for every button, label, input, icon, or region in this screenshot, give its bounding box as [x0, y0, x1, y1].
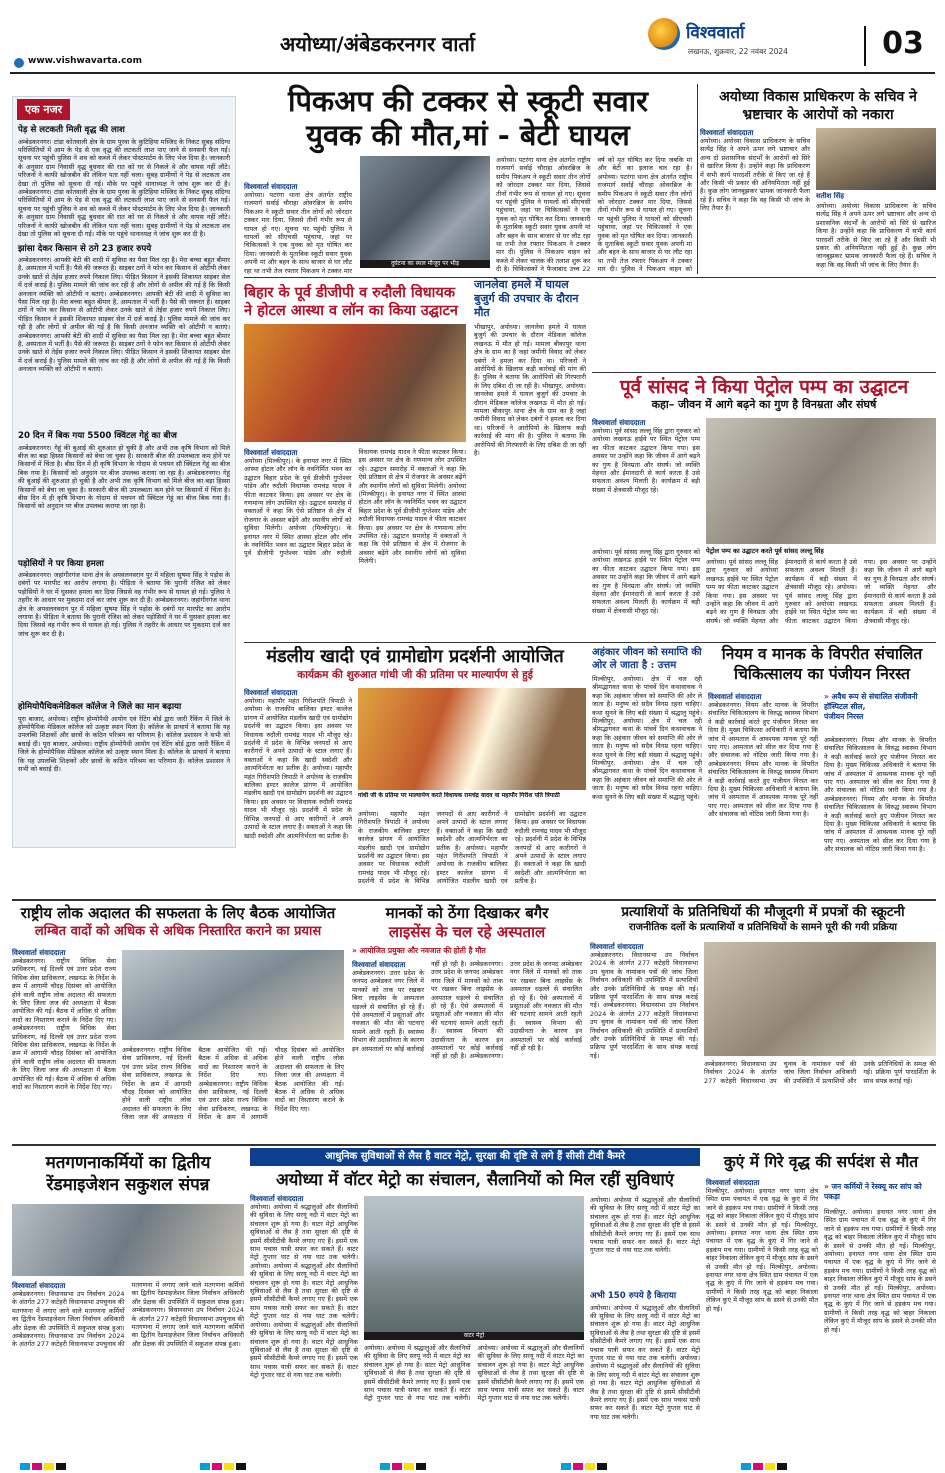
vda-photo — [816, 128, 936, 190]
rule-right-vertical — [697, 84, 698, 274]
petrol-subheadline: कहा– जीवन में आगे बढ़ने का गुण है विनम्रता और संघर्ष — [651, 398, 877, 411]
masthead — [0, 0, 945, 78]
lok-adalat-story: राष्ट्रीय लोक अदालत की सफलता के लिए बैठक आयोजित लम्बित वादों को अधिक से अधिक निस्तारित कराने का प्रयास विश्ववार्ता संवाददाता अम्बेडकरनगर। राष्ट्रीय विधिक सेवा प्राधिकरण, नई दिल्ली एवं उत्तर प्रदेश राज्य विधिक सेवा प्राधिकरण, लखनऊ के निर्देश के क्रम में आगामी चौदह दिसंबर को आयोजित होने वाली राष्ट्रीय लोक अदालत की सफलता के लिए जिला जज की अध्यक्षता में बैठक आयोजित की गई। बैठक में अधिक से अधिक वादों का निस्तारण कराने के निर्देश दिए गए। अम्बेडकरनगर। राष्ट्रीय विधिक सेवा प्राधिकरण, नई दिल्ली एवं उत्तर प्रदेश राज्य विधिक सेवा प्राधिकरण, लखनऊ के निर्देश के क्रम में आगामी चौदह दिसंबर को आयोजित होने वाली राष्ट्रीय लोक अदालत की सफलता के लिए जिला जज की अध्यक्षता में बैठक आयोजित की गई। बैठक में अधिक से अधिक वादों का निस्तारण कराने के निर्देश दिए गए। अम्बेडकरनगर। राष्ट्रीय विधिक सेवा प्राधिकरण, नई दिल्ली एवं उत्तर प्रदेश राज्य विधिक सेवा प्राधिकरण, लखनऊ के निर्देश के क्रम में आगामी चौदह दिसंबर को आयोजित होने वाली राष्ट्रीय लोक अदालत की सफलता के लिए जिला जज की अध्यक्षता में बैठक आयोजित की गई। बैठक में अधिक से अधिक वादों का निस्तारण कराने के निर्देश दिए गए। अम्बेडकरनगर। राष्ट्रीय विधिक सेवा प्राधिकरण, नई दिल्ली एवं उत्तर प्रदेश राज्य विधिक सेवा प्राधिकरण, लखनऊ के निर्देश के क्रम में आगामी चौदह दिसंबर को आयोजित होने वाली राष्ट्रीय लोक अदालत की सफलता के लिए जिला जज की अध्यक्षता में बैठक आयोजित की गई। बैठक में अधिक से अधिक वादों का निस्तारण कराने के निर्देश दिए गए। — [12, 904, 344, 1140]
lead-photo-caption: दुर्घटना का स्थल मौजूद पर भीड़ — [360, 260, 490, 268]
metro-inline-headline: अभी 150 रुपये है किराया — [590, 1291, 677, 1301]
khadi-headline: मंडलीय खादी एवं ग्रामोद्योग प्रदर्शनी आयोजित — [266, 646, 564, 667]
licence-bullet: आयोजित प्रयुक्त और नवजात की होती है मौत — [359, 946, 486, 955]
metro-photo — [364, 1196, 584, 1332]
licence-headline-2: लाइसेंस के चल रहे अस्पताल — [388, 923, 546, 941]
petrol-photo-caption: पेट्रोल पम्प का उद्घाटन करते पूर्व सांसद लल्लू सिंह — [706, 547, 824, 555]
lead-headline-2: युवक की मौत,मां - बेटी घायल — [306, 118, 630, 152]
scrutiny-byline: विश्ववार्ता संवाददाता — [590, 942, 644, 951]
licence-text: विश्ववार्ता संवाददाता अम्बेडकरनगर। उत्तर प्रदेश के जनपद अम्बेडकर नगर जिले में मानकों को ताक पर रखकर बिना लाइसेंस के अस्पताल धड़ल्ले से संचालित हो रहे हैं। ऐसे अस्पतालों में प्रसूताओं और नवजात की मौत की घटनाएं सामने आती रहती हैं। स्वास्थ्य विभाग की उदासीनता के कारण इन अस्पतालों पर कोई कार्रवाई नहीं हो रही है। अम्बेडकरनगर। उत्तर प्रदेश के जनपद अम्बेडकर नगर जिले में मानकों को ताक पर रखकर बिना लाइसेंस के अस्पताल धड़ल्ले से संचालित हो रहे हैं। ऐसे अस्पतालों में प्रसूताओं और नवजात की मौत की घटनाएं सामने आती रहती हैं। स्वास्थ्य विभाग की उदासीनता के कारण इन अस्पतालों पर कोई कार्रवाई नहीं हो रही है। अम्बेडकरनगर। उत्तर प्रदेश के जनपद अम्बेडकर नगर जिले में मानकों को ताक पर रखकर बिना लाइसेंस के अस्पताल धड़ल्ले से संचालित हो रहे हैं। ऐसे अस्पतालों में प्रसूताओं और नवजात की मौत की घटनाएं सामने आती रहती हैं। स्वास्थ्य विभाग की उदासीनता के कारण इन अस्पतालों पर कोई कार्रवाई नहीं हो रही है। — [352, 960, 582, 1061]
khadi-byline: विश्ववार्ता संवाददाता — [244, 688, 298, 697]
vda-photo-caption: सतीश सिंह — [816, 192, 844, 200]
vda-story: अयोध्या विकास प्राधिकरण के सचिव ने भ्रष्टाचार के आरोपों को नकारा विश्ववार्ता संवाददाता अयोध्या। अयोध्या विकास प्राधिकरण के सचिव सत्येंद्र सिंह ने अपने ऊपर लगे भ्रष्टाचार और अन्य दो प्रशासनिक संदर्भों के आरोपों को सिरे से खारिज किया है। उन्होंने कहा कि प्राधिकरण में सभी कार्य पारदर्शी तरीके से किए जा रहे हैं और किसी भी प्रकार की अनियमितता नहीं हुई है। कुछ लोग जानबूझकर भ्रामक जानकारी फैला रहे हैं। सचिव ने कहा कि वह किसी भी जांच के लिए तैयार हैं। सतीश सिंह अयोध्या। अयोध्या विकास प्राधिकरण के सचिव सत्येंद्र सिंह ने अपने ऊपर लगे भ्रष्टाचार और अन्य दो प्रशासनिक संदर्भों के आरोपों को सिरे से खारिज किया है। उन्होंने कहा कि प्राधिकरण में सभी कार्य पारदर्शी तरीके से किए जा रहे हैं और किसी भी प्रकार की अनियमितता नहीं हुई है। कुछ लोग जानबूझकर भ्रामक जानकारी फैला रहे हैं। सचिव ने कहा कि वह किसी भी जांच के लिए तैयार हैं। — [700, 88, 936, 274]
niyam-text-right: अम्बेडकरनगर। नियम और मानक के विपरीत संचालित चिकित्सालय के विरुद्ध स्वास्थ्य विभाग ने कड़ी कार्रवाई करते हुए पंजीयन निरस्त कर दिया है। मुख्य चिकित्सा अधिकारी ने बताया कि जांच में अस्पताल में आवश्यक मानक पूरे नहीं पाए गए। अस्पताल को सील कर दिया गया है और संचालक को नोटिस जारी किया गया है। अम्बेडकरनगर। नियम और मानक के विपरीत संचालित चिकित्सालय के विरुद्ध स्वास्थ्य विभाग ने कड़ी कार्रवाई करते हुए पंजीयन निरस्त कर दिया है। मुख्य चिकित्सा अधिकारी ने बताया कि जांच में अस्पताल में आवश्यक मानक पूरे नहीं पाए गए। अस्पताल को सील कर दिया गया है और संचालक को नोटिस जारी किया गया है। — [824, 736, 936, 854]
ek-nazar-label: एक नजर — [17, 99, 70, 120]
reg-black — [56, 1463, 66, 1470]
nazar-text-5: पूरा बाजार, अयोध्या। राष्ट्रीय होम्योपैथी आयोग एवं रेटिंग बोर्ड द्वारा जारी रैंकिंग में जिले के होम्योपैथिक मेडिकल कॉलेज को उत्कृष्ट स्थान मिला है। कॉलेज के प्राचार्य ने बताया कि यह उपलब्धि शिक्षकों और छात्रों के कठिन परिश्रम का परिणाम है। कॉलेज प्रशासन ने सभी को बधाई दी। पूरा बाजार, अयोध्या। राष्ट्रीय होम्योपैथी आयोग एवं रेटिंग बोर्ड द्वारा जारी रैंकिंग में जिले के होम्योपैथिक मेडिकल कॉलेज को उत्कृष्ट स्थान मिला है। कॉलेज के प्राचार्य ने बताया कि यह उपलब्धि शिक्षकों और छात्रों के कठिन परिश्रम का परिणाम है। कॉलेज प्रशासन ने सभी को बधाई दी। — [18, 714, 230, 773]
ahankar-text: मिल्कीपुर, अयोध्या। क्षेत्र में चल रही श्रीमद्भागवत कथा के पांचवें दिन कथावाचक ने कहा कि अहंकार जीवन को समाप्ति की ओर ले जाता है। मनुष्य को सदैव विनम्र रहना चाहिए। कथा सुनने के लिए बड़ी संख्या में श्रद्धालु पहुंचे। मिल्कीपुर, अयोध्या। क्षेत्र में चल रही श्रीमद्भागवत कथा के पांचवें दिन कथावाचक ने कहा कि अहंकार जीवन को समाप्ति की ओर ले जाता है। मनुष्य को सदैव विनम्र रहना चाहिए। कथा सुनने के लिए बड़ी संख्या में श्रद्धालु पहुंचे। मिल्कीपुर, अयोध्या। क्षेत्र में चल रही श्रीमद्भागवत कथा के पांचवें दिन कथावाचक ने कहा कि अहंकार जीवन को समाप्ति की ओर ले जाता है। मनुष्य को सदैव विनम्र रहना चाहिए। कथा सुनने के लिए बड़ी संख्या में श्रद्धालु पहुंचे। — [592, 675, 702, 801]
nazar-headline-5: होमियोपैथिकमेडिकल कॉलेज ने जिले का मान बढ़ाया — [18, 702, 182, 712]
lok-headline-2: लम्बित वादों को अधिक से अधिक निस्तारित कराने का प्रयास — [34, 924, 322, 939]
ahankar-story — [592, 646, 702, 896]
masthead-rule — [10, 72, 935, 74]
lok-headline-1: राष्ट्रीय लोक अदालत की सफलता के लिए बैठक आयोजित — [20, 904, 336, 922]
dgp-photo — [244, 324, 466, 442]
licence-story — [352, 904, 582, 1140]
vda-headline: अयोध्या विकास प्राधिकरण के सचिव ने भ्रष्टाचार के आरोपों को नकारा — [719, 89, 917, 123]
nazar-headline-4: पड़ोसियों ने पर किया हमला — [18, 558, 104, 569]
dgp-headline: बिहार के पूर्व डीजीपी व रुदौली विधायक ने होटल आस्था व लॉन का किया उद्घाटन — [244, 284, 458, 319]
matgana-text: विश्ववार्ता संवाददाता अम्बेडकरनगर। विधानसभा उप निर्वाचन 2024 के अंतर्गत 277 कटेहरी विधानसभा उपचुनाव की मतगणना में लगाए जाने वाले मतगणना कर्मियों का द्वितीय रेंडमाइजेशन जिला निर्वाचन अधिकारी और प्रेक्षक की उपस्थिति में सकुशल संपन्न हुआ। अम्बेडकरनगर। विधानसभा उप निर्वाचन 2024 के अंतर्गत 277 कटेहरी विधानसभा उपचुनाव की मतगणना में लगाए जाने वाले मतगणना कर्मियों का द्वितीय रेंडमाइजेशन जिला निर्वाचन अधिकारी और प्रेक्षक की उपस्थिति में सकुशल संपन्न हुआ। अम्बेडकरनगर। विधानसभा उप निर्वाचन 2024 के अंतर्गत 277 कटेहरी विधानसभा उपचुनाव की मतगणना में लगाए जाने वाले मतगणना कर्मियों का द्वितीय रेंडमाइजेशन जिला निर्वाचन अधिकारी और प्रेक्षक की उपस्थिति में सकुशल संपन्न हुआ। — [12, 1281, 244, 1349]
www-icon — [14, 58, 24, 68]
scrutiny-photo — [704, 942, 936, 1056]
nazar-text-4: अम्बेडकरनगर। जहांगीरगंज थाना क्षेत्र के अयवलनवरान पुर में महिला सुषमा सिंह ने पड़ोस के दबंगों पर मारपीट का आरोप लगाया है। पीड़िता ने बताया कि पुरानी रंजिश को लेकर पड़ोसियों ने घर में घुसकर हमला कर दिया जिससे वह गंभीर रूप से घायल हो गई। पुलिस ने तहरीर के आधार पर मुकदमा दर्ज कर जांच शुरू कर दी है। अम्बेडकरनगर। जहांगीरगंज थाना क्षेत्र के अयवलनवरान पुर में महिला सुषमा सिंह ने पड़ोस के दबंगों पर मारपीट का आरोप लगाया है। पीड़िता ने बताया कि पुरानी रंजिश को लेकर पड़ोसियों ने घर में घुसकर हमला कर दिया जिससे वह गंभीर रूप से घायल हो गई। पुलिस ने तहरीर के आधार पर मुकदमा दर्ज कर जांच शुरू कर दी है। — [18, 571, 230, 638]
kuan-headline: कुएं में गिरे वृद्ध की सर्पदंश से मौत — [723, 1152, 919, 1171]
licence-headline-1: मानकों को ठेंगा दिखाकर बगैर — [385, 904, 549, 922]
rule-mid-3 — [12, 1144, 936, 1146]
globe-logo-icon — [648, 18, 680, 50]
buzurg-text: भीखापुर, अयोध्या। जानलेवा हमले में घायल बुजुर्ग की उपचार के दौरान मेडिकल कॉलेज लखनऊ में मौत हो गई। मामला बीकापुर थाना क्षेत्र के ग्राम का है जहां जमीनी विवाद को लेकर दबंगों ने हमला कर दिया था। परिजनों ने आरोपियों के खिलाफ कड़ी कार्रवाई की मांग की है। पुलिस ने बताया कि आरोपियों की गिरफ्तारी के लिए दबिश दी जा रही है। भीखापुर, अयोध्या। जानलेवा हमले में घायल बुजुर्ग की उपचार के दौरान मेडिकल कॉलेज लखनऊ में मौत हो गई। मामला बीकापुर थाना क्षेत्र के ग्राम का है जहां जमीनी विवाद को लेकर दबंगों ने हमला कर दिया था। परिजनों ने आरोपियों के खिलाफ कड़ी कार्रवाई की मांग की है। पुलिस ने बताया कि आरोपियों की गिरफ्तारी के लिए दबिश दी जा रही है। — [474, 323, 586, 458]
nazar-headline-1: पेड़ से लटकती मिली वृद्ध की लाश — [18, 125, 125, 135]
scrutiny-subheadline: राजनीतिक दलों के प्रत्याशियों व प्रतिनिधियों के सामने पूरी की गयी प्रक्रिया — [629, 922, 897, 933]
reg-magenta — [32, 1463, 42, 1470]
licence-bullet-icon: » — [352, 946, 357, 955]
nazar-text-2: अम्बेडकरनगर। आपकी बेटी की शादी में सुविधा का पैसा मिल रहा है। मेरा बच्चा बहुत बीमार है, अस्पताल में भर्ती है। पैसे की जरूरत है। साइबर ठगों ने फोन कर किसान से ओटीपी लेकर उनके खाते से तेईस हजार रुपये निकाल लिए। पीड़ित किसान ने इसकी शिकायत साइबर सेल में दर्ज कराई है। पुलिस मामले की जांच कर रही है और लोगों से अपील की गई है कि किसी अनजान व्यक्ति को ओटीपी न बताएं। अम्बेडकरनगर। आपकी बेटी की शादी में सुविधा का पैसा मिल रहा है। मेरा बच्चा बहुत बीमार है, अस्पताल में भर्ती है। पैसे की जरूरत है। साइबर ठगों ने फोन कर किसान से ओटीपी लेकर उनके खाते से तेईस हजार रुपये निकाल लिए। पीड़ित किसान ने इसकी शिकायत साइबर सेल में दर्ज कराई है। पुलिस मामले की जांच कर रही है और लोगों से अपील की गई है कि किसी अनजान व्यक्ति को ओटीपी न बताएं। अम्बेडकरनगर। आपकी बेटी की शादी में सुविधा का पैसा मिल रहा है। मेरा बच्चा बहुत बीमार है, अस्पताल में भर्ती है। पैसे की जरूरत है। साइबर ठगों ने फोन कर किसान से ओटीपी लेकर उनके खाते से तेईस हजार रुपये निकाल लिए। पीड़ित किसान ने इसकी शिकायत साइबर सेल में दर्ज कराई है। पुलिस मामले की जांच कर रही है और लोगों से अपील की गई है कि किसी अनजान व्यक्ति को ओटीपी न बताएं। — [18, 256, 230, 374]
niyam-headline: नियम व मानक के विपरीत संचालित चिकित्सालय का पंजीयन निरस्त — [721, 644, 923, 683]
ek-nazar-box — [12, 96, 236, 848]
metro-kicker: आधुनिक सुविधाओं से लैस है वाटर मेट्रो, सुरक्षा की दृष्टि से लगे हैं सीसी टीवी कैमरे — [250, 1148, 700, 1166]
scrutiny-headline: प्रत्याशियों के प्रतिनिधियों की मौजूदगी में प्रपत्रों की स्क्रूटनी — [621, 904, 905, 920]
khadi-photo-caption: गांधी जी के प्रतिमा पर माल्यार्पण करते विधायक रामचंद्र यादव वा महापौर गिरीश पति त्रिपाठी — [358, 792, 560, 799]
khadi-story: मंडलीय खादी एवं ग्रामोद्योग प्रदर्शनी आयोजित कार्यक्रम की शुरुआत गांधी जी की प्रतिमा पर माल्यार्पण से हुई विश्ववार्ता संवाददाता अयोध्या। महापौर महंत गिरीशपति त्रिपाठी ने अयोध्या के राजकीय बालिका इण्टर कालेज प्रांगण में आयोजित मंडलीय खादी एवं ग्रामोद्योग प्रदर्शनी का उद्घाटन किया। इस अवसर पर विधायक रुदौली रामचंद्र यादव भी मौजूद रहे। प्रदर्शनी में प्रदेश के विभिन्न जनपदों से आए कारीगरों ने अपने उत्पादों के स्टाल लगाए हैं। वक्ताओं ने कहा कि खादी स्वदेशी और आत्मनिर्भरता का प्रतीक है। अयोध्या। महापौर महंत गिरीशपति त्रिपाठी ने अयोध्या के राजकीय बालिका इण्टर कालेज प्रांगण में आयोजित मंडलीय खादी एवं ग्रामोद्योग प्रदर्शनी का उद्घाटन किया। इस अवसर पर विधायक रुदौली रामचंद्र यादव भी मौजूद रहे। प्रदर्शनी में प्रदेश के विभिन्न जनपदों से आए कारीगरों ने अपने उत्पादों के स्टाल लगाए हैं। वक्ताओं ने कहा कि खादी स्वदेशी और आत्मनिर्भरता का प्रतीक है। गांधी जी के प्रतिमा पर माल्यार्पण करते विधायक रामचंद्र यादव वा महापौर गिरीश पति त्रिपाठी अयोध्या। महापौर महंत गिरीशपति त्रिपाठी ने अयोध्या के राजकीय बालिका इण्टर कालेज प्रांगण में आयोजित मंडलीय खादी एवं ग्रामोद्योग प्रदर्शनी का उद्घाटन किया। इस अवसर पर विधायक रुदौली रामचंद्र यादव भी मौजूद रहे। प्रदर्शनी में प्रदेश के विभिन्न जनपदों से आए कारीगरों ने अपने उत्पादों के स्टाल लगाए हैं। वक्ताओं ने कहा कि खादी स्वदेशी और आत्मनिर्भरता का प्रतीक है। अयोध्या। महापौर महंत गिरीशपति त्रिपाठी ने अयोध्या के राजकीय बालिका इण्टर कालेज प्रांगण में आयोजित मंडलीय खादी एवं ग्रामोद्योग प्रदर्शनी का उद्घाटन किया। इस अवसर पर विधायक रुदौली रामचंद्र यादव भी मौजूद रहे। प्रदर्शनी में प्रदेश के विभिन्न जनपदों से आए कारीगरों ने अपने उत्पादों के स्टाल लगाए हैं। वक्ताओं ने कहा कि खादी स्वदेशी और आत्मनिर्भरता का प्रतीक है। — [244, 646, 586, 896]
rule-petrol-top — [592, 372, 936, 373]
niyam-bullet-icon: » — [824, 692, 829, 701]
khadi-photo — [358, 688, 586, 790]
rule-lead-bottom — [244, 277, 936, 278]
petrol-text-bottom: अयोध्या। पूर्व सांसद लल्लू सिंह द्वारा गुरुवार को अयोध्या लखनऊ हाईवे पर स्थित पेट्रोल पम्प का फीता काटकर उद्घाटन किया गया। इस अवसर पर उन्होंने कहा कि जीवन में आगे बढ़ने का गुण है विनम्रता और संघर्ष। जो व्यक्ति मेहनत और ईमानदारी से कार्य करता है उसे सफलता अवश्य मिलती है। कार्यक्रम में बड़ी संख्या में क्षेत्रवासी मौजूद रहे। अयोध्या। पूर्व सांसद लल्लू सिंह द्वारा गुरुवार को अयोध्या लखनऊ हाईवे पर स्थित पेट्रोल पम्प का फीता काटकर उद्घाटन किया गया। इस अवसर पर उन्होंने कहा कि जीवन में आगे बढ़ने का गुण है विनम्रता और संघर्ष। जो व्यक्ति मेहनत और ईमानदारी से कार्य करता है उसे सफलता अवश्य मिलती है। कार्यक्रम में बड़ी संख्या में क्षेत्रवासी मौजूद रहे। — [706, 558, 936, 625]
lead-byline: विश्ववार्ता संवाददाता — [244, 182, 298, 191]
buzurg-headline: जानलेवा हमले में घायल बुजुर्ग की उपचार के दौरान मौत — [474, 278, 579, 319]
kuan-bullet-icon: » — [824, 1182, 829, 1191]
page-number-divider — [864, 26, 866, 66]
reg-yellow — [44, 1463, 54, 1470]
page-number: 03 — [882, 28, 924, 60]
ahankar-headline: अहंकार जीवन को समाप्ति की ओर ले जाता है : उत्तम — [592, 647, 702, 671]
lok-byline: विश्ववार्ता संवाददाता — [12, 948, 66, 957]
metro-story: आधुनिक सुविधाओं से लैस है वाटर मेट्रो, सुरक्षा की दृष्टि से लगे हैं सीसी टीवी कैमरे अयोध्या में वॉटर मेट्रो का संचालन, सैलानियों को मिल रहीं सुविधाएं विश्ववार्ता संवाददाता अयोध्या। अयोध्या में श्रद्धालुओं और सैलानियों की सुविधा के लिए सरयू नदी में वाटर मेट्रो का संचालन शुरू हो गया है। वाटर मेट्रो आधुनिक सुविधाओं से लैस है तथा सुरक्षा की दृष्टि से इसमें सीसीटीवी कैमरे लगाए गए हैं। इसमें एक साथ पचास यात्री सफर कर सकते हैं। वाटर मेट्रो गुप्तार घाट से नया घाट तक चलेगी। अयोध्या। अयोध्या में श्रद्धालुओं और सैलानियों की सुविधा के लिए सरयू नदी में वाटर मेट्रो का संचालन शुरू हो गया है। वाटर मेट्रो आधुनिक सुविधाओं से लैस है तथा सुरक्षा की दृष्टि से इसमें सीसीटीवी कैमरे लगाए गए हैं। इसमें एक साथ पचास यात्री सफर कर सकते हैं। वाटर मेट्रो गुप्तार घाट से नया घाट तक चलेगी। अयोध्या। अयोध्या में श्रद्धालुओं और सैलानियों की सुविधा के लिए सरयू नदी में वाटर मेट्रो का संचालन शुरू हो गया है। वाटर मेट्रो आधुनिक सुविधाओं से लैस है तथा सुरक्षा की दृष्टि से इसमें सीसीटीवी कैमरे लगाए गए हैं। इसमें एक साथ पचास यात्री सफर कर सकते हैं। वाटर मेट्रो गुप्तार घाट से नया घाट तक चलेगी। वाटर मेट्रो अयोध्या। अयोध्या में श्रद्धालुओं और सैलानियों की सुविधा के लिए सरयू नदी में वाटर मेट्रो का संचालन शुरू हो गया है। वाटर मेट्रो आधुनिक सुविधाओं से लैस है तथा सुरक्षा की दृष्टि से इसमें सीसीटीवी कैमरे लगाए गए हैं। इसमें एक साथ पचास यात्री सफर कर सकते हैं। वाटर मेट्रो गुप्तार घाट से नया घाट तक चलेगी। अयोध्या। अयोध्या में श्रद्धालुओं और सैलानियों की सुविधा के लिए सरयू नदी में वाटर मेट्रो का संचालन शुरू हो गया है। वाटर मेट्रो आधुनिक सुविधाओं से लैस है तथा सुरक्षा की दृष्टि से इसमें सीसीटीवी कैमरे लगाए गए हैं। इसमें एक साथ पचास यात्री सफर कर सकते हैं। वाटर मेट्रो गुप्तार घाट से नया घाट तक चलेगी। अयोध्या। अयोध्या में श्रद्धालुओं और सैलानियों की सुविधा के लिए सरयू नदी में वाटर मेट्रो का संचालन शुरू हो गया है। वाटर मेट्रो आधुनिक सुविधाओं से लैस है तथा सुरक्षा की दृष्टि से इसमें सीसीटीवी कैमरे लगाए गए हैं। इसमें एक साथ पचास यात्री सफर कर सकते हैं। वाटर मेट्रो गुप्तार घाट से नया घाट तक चलेगी। अभी 150 रुपये है किराया अयोध्या। अयोध्या में श्रद्धालुओं और सैलानियों की सुविधा के लिए सरयू नदी में वाटर मेट्रो का संचालन शुरू हो गया है। वाटर मेट्रो आधुनिक सुविधाओं से लैस है तथा सुरक्षा की दृष्टि से इसमें सीसीटीवी कैमरे लगाए गए हैं। इसमें एक साथ पचास यात्री सफर कर सकते हैं। वाटर मेट्रो गुप्तार घाट से नया घाट तक चलेगी। अयोध्या। अयोध्या में श्रद्धालुओं और सैलानियों की सुविधा के लिए सरयू नदी में वाटर मेट्रो का संचालन शुरू हो गया है। वाटर मेट्रो आधुनिक सुविधाओं से लैस है तथा सुरक्षा की दृष्टि से इसमें सीसीटीवी कैमरे लगाए गए हैं। इसमें एक साथ पचास यात्री सफर कर सकते हैं। वाटर मेट्रो गुप्तार घाट से नया घाट तक चलेगी। — [250, 1148, 700, 1456]
niyam-bullet-2: पंजीयन निरस्त — [824, 712, 864, 721]
matgana-headline-2: रेंडमाइजेशन सकुशल संपन्न — [46, 1175, 210, 1195]
matgana-photo — [12, 1204, 244, 1276]
khadi-subheadline: कार्यक्रम की शुरुआत गांधी जी की प्रतिमा पर माल्यार्पण से हुई — [297, 669, 533, 681]
lead-text-left: विश्ववार्ता संवाददाता अयोध्या। पटरंगा थाना क्षेत्र अंतर्गत राष्ट्रीय राजमार्ग सर्वाई चौराहा ओवरब्रिज के समीप पिकअप ने स्कूटी सवार तीन लोगों को जोरदार टक्कर मार दिया, जिससे तीनों गंभीर रूप से घायल हो गए। सूचना पर पहुंची पुलिस ने घायलों को सीएचसी पहुंचाया, जहां पर चिकित्सकों ने एक युवक को मृत घोषित कर दिया। जानकारी के मुताबिक स्कूटी सवार युवक अपनी मां और बहन के साथ बाजार से घर लौट रहा था तभी तेज रफ्तार पिकअप ने टक्कर मार — [244, 182, 352, 274]
matgana-story — [12, 1152, 244, 1452]
lead-text-right: अयोध्या। पटरंगा थाना क्षेत्र अंतर्गत राष्ट्रीय राजमार्ग सर्वाई चौराहा ओवरब्रिज के समीप पिकअप ने स्कूटी सवार तीन लोगों को जोरदार टक्कर मार दिया, जिससे तीनों गंभीर रूप से घायल हो गए। सूचना पर पहुंची पुलिस ने घायलों को सीएचसी पहुंचाया, जहां पर चिकित्सकों ने एक युवक को मृत घोषित कर दिया। जानकारी के मुताबिक स्कूटी सवार युवक अपनी मां और बहन के साथ बाजार से घर लौट रहा था तभी तेज रफ्तार पिकअप ने टक्कर मार दी। पुलिस ने पिकअप वाहन को कब्जे में लेकर चालक की तलाश शुरू कर दी है। चिकित्सकों ने फैजाबाद उच्च 22 वर्ष को मृत घोषित कर दिया जबकि मां और बेटी का इलाज चल रहा है। अयोध्या। पटरंगा थाना क्षेत्र अंतर्गत राष्ट्रीय राजमार्ग सर्वाई चौराहा ओवरब्रिज के समीप पिकअप ने स्कूटी सवार तीन लोगों को जोरदार टक्कर मार दिया, जिससे तीनों गंभीर रूप से घायल हो गए। सूचना पर पहुंची पुलिस ने घायलों को सीएचसी पहुंचाया, जहां पर चिकित्सकों ने एक युवक को मृत घोषित कर दिया। जानकारी के मुताबिक स्कूटी सवार युवक अपनी मां और बहन के साथ बाजार से घर लौट रहा था तभी तेज रफ्तार पिकअप ने टक्कर मार दी। पुलिस ने पिकअप वाहन को — [496, 156, 692, 274]
lok-text-bottom: अम्बेडकरनगर। राष्ट्रीय विधिक सेवा प्राधिकरण, नई दिल्ली एवं उत्तर प्रदेश राज्य विधिक सेवा प्राधिकरण, लखनऊ के निर्देश के क्रम में आगामी चौदह दिसंबर को आयोजित होने वाली राष्ट्रीय लोक अदालत की सफलता के लिए जिला जज की अध्यक्षता में बैठक आयोजित की गई। बैठक में अधिक से अधिक वादों का निस्तारण कराने के निर्देश दिए गए। अम्बेडकरनगर। राष्ट्रीय विधिक सेवा प्राधिकरण, नई दिल्ली एवं उत्तर प्रदेश राज्य विधिक सेवा प्राधिकरण, लखनऊ के निर्देश के क्रम में आगामी चौदह दिसंबर को आयोजित होने वाली राष्ट्रीय लोक अदालत की सफलता के लिए जिला जज की अध्यक्षता में बैठक आयोजित की गई। बैठक में अधिक से अधिक वादों का निस्तारण कराने के निर्देश दिए गए। — [122, 1046, 344, 1122]
lead-photo — [360, 156, 490, 260]
lead-headline-1: पिकअप की टक्कर से स्कूटी सवार — [287, 84, 649, 118]
petrol-story: पूर्व सांसद ने किया पेट्रोल पम्प का उद्घाटन कहा– जीवन में आगे बढ़ने का गुण है विनम्रता और संघर्ष विश्ववार्ता संवाददाता अयोध्या। पूर्व सांसद लल्लू सिंह द्वारा गुरुवार को अयोध्या लखनऊ हाईवे पर स्थित पेट्रोल पम्प का फीता काटकर उद्घाटन किया गया। इस अवसर पर उन्होंने कहा कि जीवन में आगे बढ़ने का गुण है विनम्रता और संघर्ष। जो व्यक्ति मेहनत और ईमानदारी से कार्य करता है उसे सफलता अवश्य मिलती है। कार्यक्रम में बड़ी संख्या में क्षेत्रवासी मौजूद रहे। पेट्रोल पम्प का उद्घाटन करते पूर्व सांसद लल्लू सिंह अयोध्या। पूर्व सांसद लल्लू सिंह द्वारा गुरुवार को अयोध्या लखनऊ हाईवे पर स्थित पेट्रोल पम्प का फीता काटकर उद्घाटन किया गया। इस अवसर पर उन्होंने कहा कि जीवन में आगे बढ़ने का गुण है विनम्रता और संघर्ष। जो व्यक्ति मेहनत और ईमानदारी से कार्य करता है उसे सफलता अवश्य मिलती है। कार्यक्रम में बड़ी संख्या में क्षेत्रवासी मौजूद रहे। अयोध्या। पूर्व सांसद लल्लू सिंह द्वारा गुरुवार को अयोध्या लखनऊ हाईवे पर स्थित पेट्रोल पम्प का फीता काटकर उद्घाटन किया गया। इस अवसर पर उन्होंने कहा कि जीवन में आगे बढ़ने का गुण है विनम्रता और संघर्ष। जो व्यक्ति मेहनत और ईमानदारी से कार्य करता है उसे सफलता अवश्य मिलती है। कार्यक्रम में बड़ी संख्या में क्षेत्रवासी मौजूद रहे। अयोध्या। पूर्व सांसद लल्लू सिंह द्वारा गुरुवार को अयोध्या लखनऊ हाईवे पर स्थित पेट्रोल पम्प का फीता काटकर उद्घाटन किया गया। इस अवसर पर उन्होंने कहा कि जीवन में आगे बढ़ने का गुण है विनम्रता और संघर्ष। जो व्यक्ति मेहनत और ईमानदारी से कार्य करता है उसे सफलता अवश्य मिलती है। कार्यक्रम में बड़ी संख्या में क्षेत्रवासी मौजूद रहे। — [592, 376, 936, 640]
nazar-text-3: अम्बेडकरनगर। गेहूं की बुआई की शुरुआत हो चुकी है और अभी तक कृषि विभाग को मिले बीज का बड़ा हिस्सा किसानों को बेचा जा चुका है। सरकारी बीज की उपलब्धता कम होने पर किसानों में चिंता है। बीस दिन में ही कृषि विभाग के गोदाम से पचपन सौ क्विंटल गेहूं का बीज बिक गया है। किसानों को अनुदान पर बीज उपलब्ध कराया जा रहा है। अम्बेडकरनगर। गेहूं की बुआई की शुरुआत हो चुकी है और अभी तक कृषि विभाग को मिले बीज का बड़ा हिस्सा किसानों को बेचा जा चुका है। सरकारी बीज की उपलब्धता कम होने पर किसानों में चिंता है। बीस दिन में ही कृषि विभाग के गोदाम से पचपन सौ क्विंटल गेहूं का बीज बिक गया है। किसानों को अनुदान पर बीज उपलब्ध कराया जा रहा है। — [18, 443, 230, 511]
nazar-headline-3: 20 दिन में बिक गया 5500 क्विंटल गेहूं का बीज — [18, 431, 177, 441]
lok-photo — [122, 950, 344, 1040]
vda-text-right: अयोध्या। अयोध्या विकास प्राधिकरण के सचिव सत्येंद्र सिंह ने अपने ऊपर लगे भ्रष्टाचार और अन्य दो प्रशासनिक संदर्भों के आरोपों को सिरे से खारिज किया है। उन्होंने कहा कि प्राधिकरण में सभी कार्य पारदर्शी तरीके से किए जा रहे हैं और किसी भी प्रकार की अनियमितता नहीं हुई है। कुछ लोग जानबूझकर भ्रामक जानकारी फैला रहे हैं। सचिव ने कहा कि वह किसी भी जांच के लिए तैयार हैं। — [816, 202, 936, 269]
nazar-text-1: अम्बेडकरनगर। टांडा कोतवाली क्षेत्र के ग्राम पुरवा के कुटिहिया मस्जिद के निकट सुबह संदिग्ध परिस्थितियों में आम के पेड़ से एक वृद्ध की लटकती लाश पाए जाने से सनसनी फैल गई। सूचना पर पहुंची पुलिस ने शव को कब्जे में लेकर पोस्टमार्टम के लिए भेज दिया है। जानकारी के अनुसार ग्राम निवासी वृद्ध बुधवार की रात को घर से निकले थे और वापस नहीं लौटे। परिजनों ने काफी खोजबीन की लेकिन पता नहीं चला। सुबह ग्रामीणों ने पेड़ से लटकता शव देखा तो पुलिस को सूचना दी गई। मौके पर पहुंचे थानाध्यक्ष ने जांच शुरू कर दी है। अम्बेडकरनगर। टांडा कोतवाली क्षेत्र के ग्राम पुरवा के कुटिहिया मस्जिद के निकट सुबह संदिग्ध परिस्थितियों में आम के पेड़ से एक वृद्ध की लटकती लाश पाए जाने से सनसनी फैल गई। सूचना पर पहुंची पुलिस ने शव को कब्जे में लेकर पोस्टमार्टम के लिए भेज दिया है। जानकारी के अनुसार ग्राम निवासी वृद्ध बुधवार की रात को घर से निकले थे और वापस नहीं लौटे। परिजनों ने काफी खोजबीन की लेकिन पता नहीं चला। सुबह ग्रामीणों ने पेड़ से लटकता शव देखा तो पुलिस को सूचना दी गई। मौके पर पहुंचे थानाध्यक्ष ने जांच शुरू कर दी है। — [18, 137, 230, 238]
nazar-headline-2: झांसा देकर किसान से ठगे 23 हजार रुपये — [18, 243, 152, 254]
metro-text-bottom: अयोध्या। अयोध्या में श्रद्धालुओं और सैलानियों की सुविधा के लिए सरयू नदी में वाटर मेट्रो का संचालन शुरू हो गया है। वाटर मेट्रो आधुनिक सुविधाओं से लैस है तथा सुरक्षा की दृष्टि से इसमें सीसीटीवी कैमरे लगाए गए हैं। इसमें एक साथ पचास यात्री सफर कर सकते हैं। वाटर मेट्रो गुप्तार घाट से नया घाट तक चलेगी। अयोध्या। अयोध्या में श्रद्धालुओं और सैलानियों की सुविधा के लिए सरयू नदी में वाटर मेट्रो का संचालन शुरू हो गया है। वाटर मेट्रो आधुनिक सुविधाओं से लैस है तथा सुरक्षा की दृष्टि से इसमें सीसीटीवी कैमरे लगाए गए हैं। इसमें एक साथ पचास यात्री सफर कर सकते हैं। वाटर मेट्रो गुप्तार घाट से नया घाट तक चलेगी। — [364, 1344, 584, 1403]
kuan-byline: विश्ववार्ता संवाददाता — [706, 1178, 760, 1187]
section-title: अयोध्या/अंबेडकरनगर वार्ता — [280, 32, 475, 56]
dgp-text: विश्ववार्ता संवाददाता अयोध्या (मिल्कीपुर)। के इनायत नगर में स्थित आस्था होटल और लॉन के नवनिर्मित भवन का उद्घाटन बिहार प्रदेश के पूर्व डीजीपी गुप्तेश्वर पांडेय और रुदौली विधायक रामचंद्र यादव ने फीता काटकर किया। इस अवसर पर क्षेत्र के गणमान्य लोग उपस्थित रहे। उद्घाटन समारोह में वक्ताओं ने कहा कि ऐसे प्रतिष्ठान से क्षेत्र में रोजगार के अवसर बढ़ेंगे और स्थानीय लोगों को सुविधा मिलेगी। अयोध्या (मिल्कीपुर)। के इनायत नगर में स्थित आस्था होटल और लॉन के नवनिर्मित भवन का उद्घाटन बिहार प्रदेश के पूर्व डीजीपी गुप्तेश्वर पांडेय और रुदौली विधायक रामचंद्र यादव ने फीता काटकर किया। इस अवसर पर क्षेत्र के गणमान्य लोग उपस्थित रहे। उद्घाटन समारोह में वक्ताओं ने कहा कि ऐसे प्रतिष्ठान से क्षेत्र में रोजगार के अवसर बढ़ेंगे और स्थानीय लोगों को सुविधा मिलेगी। अयोध्या (मिल्कीपुर)। के इनायत नगर में स्थित आस्था होटल और लॉन के नवनिर्मित भवन का उद्घाटन बिहार प्रदेश के पूर्व डीजीपी गुप्तेश्वर पांडेय और रुदौली विधायक रामचंद्र यादव ने फीता काटकर किया। इस अवसर पर क्षेत्र के गणमान्य लोग उपस्थित रहे। उद्घाटन समारोह में वक्ताओं ने कहा कि ऐसे प्रतिष्ठान से क्षेत्र में रोजगार के अवसर बढ़ेंगे और स्थानीय लोगों को सुविधा मिलेगी। — [244, 448, 466, 566]
edition-line: लखनऊ, शुक्रवार, 22 नवंबर 2024 — [688, 47, 788, 56]
registration-marks — [20, 1458, 930, 1470]
rule-mid-2 — [12, 899, 936, 901]
petrol-photo — [706, 418, 936, 544]
niyam-story: नियम व मानक के विपरीत संचालित चिकित्सालय का पंजीयन निरस्त विश्ववार्ता संवाददाता अम्बेडकरनगर। नियम और मानक के विपरीत संचालित चिकित्सालय के विरुद्ध स्वास्थ्य विभाग ने कड़ी कार्रवाई करते हुए पंजीयन निरस्त कर दिया है। मुख्य चिकित्सा अधिकारी ने बताया कि जांच में अस्पताल में आवश्यक मानक पूरे नहीं पाए गए। अस्पताल को सील कर दिया गया है और संचालक को नोटिस जारी किया गया है। अम्बेडकरनगर। नियम और मानक के विपरीत संचालित चिकित्सालय के विरुद्ध स्वास्थ्य विभाग ने कड़ी कार्रवाई करते हुए पंजीयन निरस्त कर दिया है। मुख्य चिकित्सा अधिकारी ने बताया कि जांच में अस्पताल में आवश्यक मानक पूरे नहीं पाए गए। अस्पताल को सील कर दिया गया है और संचालक को नोटिस जारी किया गया है। » अवैध रूप से संचालित संजीवनी हॉस्पिटल सील, पंजीयन निरस्त अम्बेडकरनगर। नियम और मानक के विपरीत संचालित चिकित्सालय के विरुद्ध स्वास्थ्य विभाग ने कड़ी कार्रवाई करते हुए पंजीयन निरस्त कर दिया है। मुख्य चिकित्सा अधिकारी ने बताया कि जांच में अस्पताल में आवश्यक मानक पूरे नहीं पाए गए। अस्पताल को सील कर दिया गया है और संचालक को नोटिस जारी किया गया है। अम्बेडकरनगर। नियम और मानक के विपरीत संचालित चिकित्सालय के विरुद्ध स्वास्थ्य विभाग ने कड़ी कार्रवाई करते हुए पंजीयन निरस्त कर दिया है। मुख्य चिकित्सा अधिकारी ने बताया कि जांच में अस्पताल में आवश्यक मानक पूरे नहीं पाए गए। अस्पताल को सील कर दिया गया है और संचालक को नोटिस जारी किया गया है। — [708, 644, 936, 896]
metro-photo-caption: वाटर मेट्रो — [364, 1332, 584, 1340]
metro-byline: विश्ववार्ता संवाददाता — [250, 1194, 304, 1203]
niyam-byline: विश्ववार्ता संवाददाता — [708, 692, 762, 701]
niyam-bullet-1: अवैध रूप से संचालित संजीवनी हॉस्पिटल सील, — [824, 692, 918, 711]
kuan-story: कुएं में गिरे वृद्ध की सर्पदंश से मौत विश्ववार्ता संवाददाता मिल्कीपुर, अयोध्या। इनायत नगर थाना क्षेत्र स्थित ग्राम पंचायत में एक वृद्ध के कुएं में गिर जाने से हड़कंप मच गया। ग्रामीणों ने किसी तरह वृद्ध को बाहर निकाला लेकिन कुएं में मौजूद सांप के डसने से उनकी मौत हो गई। मिल्कीपुर, अयोध्या। इनायत नगर थाना क्षेत्र स्थित ग्राम पंचायत में एक वृद्ध के कुएं में गिर जाने से हड़कंप मच गया। ग्रामीणों ने किसी तरह वृद्ध को बाहर निकाला लेकिन कुएं में मौजूद सांप के डसने से उनकी मौत हो गई। मिल्कीपुर, अयोध्या। इनायत नगर थाना क्षेत्र स्थित ग्राम पंचायत में एक वृद्ध के कुएं में गिर जाने से हड़कंप मच गया। ग्रामीणों ने किसी तरह वृद्ध को बाहर निकाला लेकिन कुएं में मौजूद सांप के डसने से उनकी मौत हो गई। » जन कर्मियों ने रेस्क्यू कर सांप को पकड़ा मिल्कीपुर, अयोध्या। इनायत नगर थाना क्षेत्र स्थित ग्राम पंचायत में एक वृद्ध के कुएं में गिर जाने से हड़कंप मच गया। ग्रामीणों ने किसी तरह वृद्ध को बाहर निकाला लेकिन कुएं में मौजूद सांप के डसने से उनकी मौत हो गई। मिल्कीपुर, अयोध्या। इनायत नगर थाना क्षेत्र स्थित ग्राम पंचायत में एक वृद्ध के कुएं में गिर जाने से हड़कंप मच गया। ग्रामीणों ने किसी तरह वृद्ध को बाहर निकाला लेकिन कुएं में मौजूद सांप के डसने से उनकी मौत हो गई। मिल्कीपुर, अयोध्या। इनायत नगर थाना क्षेत्र स्थित ग्राम पंचायत में एक वृद्ध के कुएं में गिर जाने से हड़कंप मच गया। ग्रामीणों ने किसी तरह वृद्ध को बाहर निकाला लेकिन कुएं में मौजूद सांप के डसने से उनकी मौत हो गई। — [706, 1152, 936, 1452]
dgp-story — [244, 284, 466, 640]
khadi-text-bottom: अयोध्या। महापौर महंत गिरीशपति त्रिपाठी ने अयोध्या के राजकीय बालिका इण्टर कालेज प्रांगण में आयोजित मंडलीय खादी एवं ग्रामोद्योग प्रदर्शनी का उद्घाटन किया। इस अवसर पर विधायक रुदौली रामचंद्र यादव भी मौजूद रहे। प्रदर्शनी में प्रदेश के विभिन्न जनपदों से आए कारीगरों ने अपने उत्पादों के स्टाल लगाए हैं। वक्ताओं ने कहा कि खादी स्वदेशी और आत्मनिर्भरता का प्रतीक है। अयोध्या। महापौर महंत गिरीशपति त्रिपाठी ने अयोध्या के राजकीय बालिका इण्टर कालेज प्रांगण में आयोजित मंडलीय खादी एवं ग्रामोद्योग प्रदर्शनी का उद्घाटन किया। इस अवसर पर विधायक रुदौली रामचंद्र यादव भी मौजूद रहे। प्रदर्शनी में प्रदेश के विभिन्न जनपदों से आए कारीगरों ने अपने उत्पादों के स्टाल लगाए हैं। वक्ताओं ने कहा कि खादी स्वदेशी और आत्मनिर्भरता का प्रतीक है। — [358, 810, 586, 886]
petrol-headline: पूर्व सांसद ने किया पेट्रोल पम्प का उद्घाटन — [619, 376, 909, 398]
reg-cyan — [20, 1463, 30, 1470]
matgana-headline-1: मतगणनाकर्मियों का द्वितीय — [45, 1153, 211, 1173]
vda-byline: विश्ववार्ता संवाददाता — [700, 128, 754, 137]
kuan-bullet: जन कर्मियों ने रेस्क्यू कर सांप को पकड़ा — [824, 1182, 922, 1201]
paper-logo: विश्ववार्ता — [686, 23, 745, 43]
scrutiny-story: प्रत्याशियों के प्रतिनिधियों की मौजूदगी में प्रपत्रों की स्क्रूटनी राजनीतिक दलों के प्रत्याशियों व प्रतिनिधियों के सामने पूरी की गयी प्रक्रिया विश्ववार्ता संवाददाता अम्बेडकरनगर। विधानसभा उप निर्वाचन 2024 के अंतर्गत 277 कटेहरी विधानसभा उप चुनाव के नामांकन पत्रों की जांच जिला निर्वाचन अधिकारी की उपस्थिति में प्रत्याशियों और उनके प्रतिनिधियों के समक्ष की गई। प्रक्रिया पूर्ण पारदर्शिता के साथ संपन्न कराई गई। अम्बेडकरनगर। विधानसभा उप निर्वाचन 2024 के अंतर्गत 277 कटेहरी विधानसभा उप चुनाव के नामांकन पत्रों की जांच जिला निर्वाचन अधिकारी की उपस्थिति में प्रत्याशियों और उनके प्रतिनिधियों के समक्ष की गई। प्रक्रिया पूर्ण पारदर्शिता के साथ संपन्न कराई गई। अम्बेडकरनगर। विधानसभा उप निर्वाचन 2024 के अंतर्गत 277 कटेहरी विधानसभा उप चुनाव के नामांकन पत्रों की जांच जिला निर्वाचन अधिकारी की उपस्थिति में प्रत्याशियों और उनके प्रतिनिधियों के समक्ष की गई। प्रक्रिया पूर्ण पारदर्शिता के साथ संपन्न कराई गई। — [590, 904, 936, 1140]
kuan-text-right: मिल्कीपुर, अयोध्या। इनायत नगर थाना क्षेत्र स्थित ग्राम पंचायत में एक वृद्ध के कुएं में गिर जाने से हड़कंप मच गया। ग्रामीणों ने किसी तरह वृद्ध को बाहर निकाला लेकिन कुएं में मौजूद सांप के डसने से उनकी मौत हो गई। मिल्कीपुर, अयोध्या। इनायत नगर थाना क्षेत्र स्थित ग्राम पंचायत में एक वृद्ध के कुएं में गिर जाने से हड़कंप मच गया। ग्रामीणों ने किसी तरह वृद्ध को बाहर निकाला लेकिन कुएं में मौजूद सांप के डसने से उनकी मौत हो गई। मिल्कीपुर, अयोध्या। इनायत नगर थाना क्षेत्र स्थित ग्राम पंचायत में एक वृद्ध के कुएं में गिर जाने से हड़कंप मच गया। ग्रामीणों ने किसी तरह वृद्ध को बाहर निकाला लेकिन कुएं में मौजूद सांप के डसने से उनकी मौत हो गई। — [824, 1208, 936, 1334]
buzurg-story — [474, 278, 586, 640]
petrol-byline: विश्ववार्ता संवाददाता — [592, 418, 646, 427]
website-url[interactable]: www.vishwavarta.com — [28, 56, 142, 66]
scrutiny-text-bottom: अम्बेडकरनगर। विधानसभा उप निर्वाचन 2024 के अंतर्गत 277 कटेहरी विधानसभा उप चुनाव के नामांकन पत्रों की जांच जिला निर्वाचन अधिकारी की उपस्थिति में प्रत्याशियों और उनके प्रतिनिधियों के समक्ष की गई। प्रक्रिया पूर्ण पारदर्शिता के साथ संपन्न कराई गई। — [704, 1060, 936, 1085]
rule-mid-1 — [244, 642, 936, 643]
metro-headline: अयोध्या में वॉटर मेट्रो का संचालन, सैलानियों को मिल रहीं सुविधाएं — [276, 1170, 674, 1189]
lead-text-mid — [360, 270, 490, 274]
lead-story — [244, 84, 692, 274]
